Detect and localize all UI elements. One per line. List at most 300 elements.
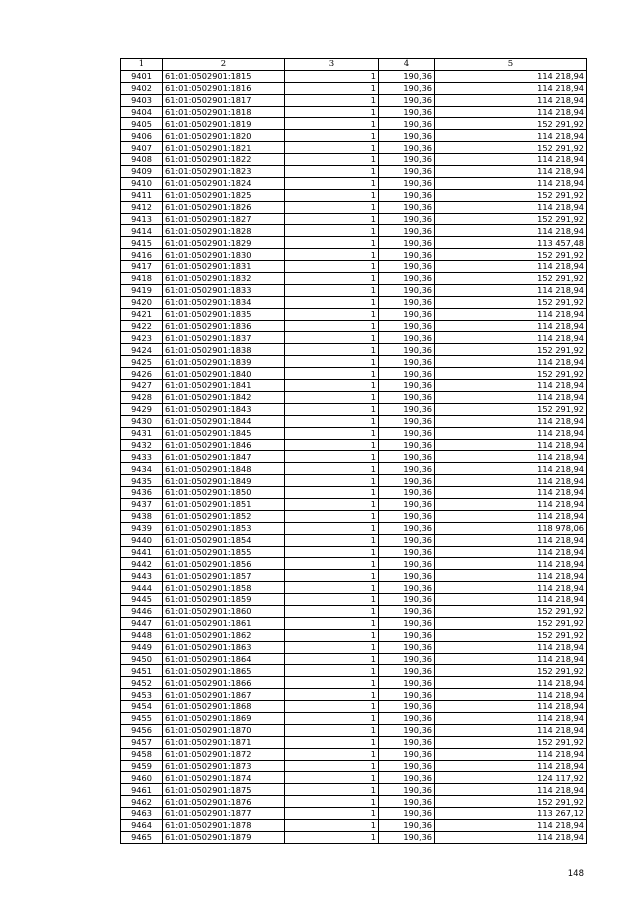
table-row [121, 665, 587, 677]
row-number-cell: 9421 [121, 308, 163, 320]
row-number-cell: 9442 [121, 558, 163, 570]
cadastral-number-cell: 61:01:0502901:1837 [163, 332, 285, 344]
table-row [121, 641, 587, 653]
table-row [121, 308, 587, 320]
row-number-cell: 9408 [121, 154, 163, 166]
area-cell: 190,36 [379, 94, 435, 106]
area-cell: 190,36 [379, 677, 435, 689]
table-row [121, 344, 587, 356]
quantity-cell: 1 [285, 130, 379, 142]
row-number-cell: 9458 [121, 748, 163, 760]
table-row [121, 748, 587, 760]
column-header-2: 2 [163, 59, 285, 71]
value-cell: 152 291,92 [435, 665, 587, 677]
row-number-cell: 9438 [121, 510, 163, 522]
area-cell: 190,36 [379, 475, 435, 487]
table-row [121, 166, 587, 178]
row-number-cell: 9432 [121, 439, 163, 451]
cadastral-number-cell: 61:01:0502901:1843 [163, 403, 285, 415]
cadastral-number-cell: 61:01:0502901:1868 [163, 701, 285, 713]
value-cell: 114 218,94 [435, 534, 587, 546]
cadastral-number-cell: 61:01:0502901:1844 [163, 415, 285, 427]
row-number-cell: 9443 [121, 570, 163, 582]
table-row [121, 736, 587, 748]
row-number-cell: 9463 [121, 808, 163, 820]
value-cell: 114 218,94 [435, 308, 587, 320]
row-number-cell: 9411 [121, 189, 163, 201]
row-number-cell: 9401 [121, 70, 163, 82]
area-cell: 190,36 [379, 522, 435, 534]
area-cell: 190,36 [379, 106, 435, 118]
quantity-cell: 1 [285, 415, 379, 427]
area-cell: 190,36 [379, 724, 435, 736]
row-number-cell: 9420 [121, 296, 163, 308]
area-cell: 190,36 [379, 249, 435, 261]
cadastral-number-cell: 61:01:0502901:1854 [163, 534, 285, 546]
quantity-cell: 1 [285, 808, 379, 820]
cadastral-number-cell: 61:01:0502901:1851 [163, 498, 285, 510]
row-number-cell: 9445 [121, 594, 163, 606]
table-row [121, 463, 587, 475]
table-row [121, 558, 587, 570]
table-row [121, 712, 587, 724]
table-row [121, 689, 587, 701]
area-cell: 190,36 [379, 177, 435, 189]
value-cell: 114 218,94 [435, 166, 587, 178]
area-cell: 190,36 [379, 439, 435, 451]
cadastral-number-cell: 61:01:0502901:1866 [163, 677, 285, 689]
cadastral-number-cell: 61:01:0502901:1822 [163, 154, 285, 166]
area-cell: 190,36 [379, 189, 435, 201]
quantity-cell: 1 [285, 534, 379, 546]
quantity-cell: 1 [285, 380, 379, 392]
value-cell: 152 291,92 [435, 273, 587, 285]
cadastral-number-cell: 61:01:0502901:1816 [163, 82, 285, 94]
column-header-5: 5 [435, 59, 587, 71]
area-cell: 190,36 [379, 70, 435, 82]
cadastral-number-cell: 61:01:0502901:1830 [163, 249, 285, 261]
row-number-cell: 9415 [121, 237, 163, 249]
table-row [121, 70, 587, 82]
cadastral-number-cell: 61:01:0502901:1861 [163, 617, 285, 629]
row-number-cell: 9425 [121, 356, 163, 368]
value-cell: 114 218,94 [435, 427, 587, 439]
table-row [121, 261, 587, 273]
cadastral-number-cell: 61:01:0502901:1856 [163, 558, 285, 570]
area-cell: 190,36 [379, 308, 435, 320]
value-cell: 114 218,94 [435, 201, 587, 213]
value-cell: 114 218,94 [435, 177, 587, 189]
quantity-cell: 1 [285, 368, 379, 380]
row-number-cell: 9456 [121, 724, 163, 736]
quantity-cell: 1 [285, 451, 379, 463]
quantity-cell: 1 [285, 772, 379, 784]
row-number-cell: 9429 [121, 403, 163, 415]
quantity-cell: 1 [285, 487, 379, 499]
table-row [121, 534, 587, 546]
value-cell: 152 291,92 [435, 617, 587, 629]
cadastral-number-cell: 61:01:0502901:1838 [163, 344, 285, 356]
table-row [121, 475, 587, 487]
value-cell: 114 218,94 [435, 653, 587, 665]
row-number-cell: 9423 [121, 332, 163, 344]
quantity-cell: 1 [285, 177, 379, 189]
cadastral-number-cell: 61:01:0502901:1825 [163, 189, 285, 201]
quantity-cell: 1 [285, 736, 379, 748]
table-row [121, 356, 587, 368]
row-number-cell: 9460 [121, 772, 163, 784]
value-cell: 114 218,94 [435, 94, 587, 106]
value-cell: 152 291,92 [435, 142, 587, 154]
column-header-4: 4 [379, 59, 435, 71]
area-cell: 190,36 [379, 237, 435, 249]
table-row [121, 784, 587, 796]
row-number-cell: 9418 [121, 273, 163, 285]
quantity-cell: 1 [285, 653, 379, 665]
cadastral-number-cell: 61:01:0502901:1815 [163, 70, 285, 82]
row-number-cell: 9455 [121, 712, 163, 724]
area-cell: 190,36 [379, 558, 435, 570]
table-row [121, 391, 587, 403]
row-number-cell: 9433 [121, 451, 163, 463]
row-number-cell: 9448 [121, 629, 163, 641]
quantity-cell: 1 [285, 166, 379, 178]
quantity-cell: 1 [285, 701, 379, 713]
row-number-cell: 9427 [121, 380, 163, 392]
cadastral-number-cell: 61:01:0502901:1819 [163, 118, 285, 130]
value-cell: 114 218,94 [435, 677, 587, 689]
cadastral-number-cell: 61:01:0502901:1863 [163, 641, 285, 653]
value-cell: 152 291,92 [435, 249, 587, 261]
table-row [121, 570, 587, 582]
cadastral-number-cell: 61:01:0502901:1827 [163, 213, 285, 225]
area-cell: 190,36 [379, 665, 435, 677]
column-header-1: 1 [121, 59, 163, 71]
area-cell: 190,36 [379, 154, 435, 166]
row-number-cell: 9451 [121, 665, 163, 677]
cadastral-number-cell: 61:01:0502901:1820 [163, 130, 285, 142]
area-cell: 190,36 [379, 605, 435, 617]
table-row [121, 332, 587, 344]
value-cell: 114 218,94 [435, 546, 587, 558]
quantity-cell: 1 [285, 427, 379, 439]
table-row [121, 808, 587, 820]
area-cell: 190,36 [379, 130, 435, 142]
cadastral-number-cell: 61:01:0502901:1852 [163, 510, 285, 522]
row-number-cell: 9402 [121, 82, 163, 94]
value-cell: 114 218,94 [435, 380, 587, 392]
cadastral-number-cell: 61:01:0502901:1848 [163, 463, 285, 475]
row-number-cell: 9413 [121, 213, 163, 225]
quantity-cell: 1 [285, 249, 379, 261]
table-row [121, 130, 587, 142]
cadastral-number-cell: 61:01:0502901:1875 [163, 784, 285, 796]
value-cell: 114 218,94 [435, 558, 587, 570]
value-cell: 114 218,94 [435, 391, 587, 403]
value-cell: 152 291,92 [435, 796, 587, 808]
table-header [121, 59, 587, 71]
value-cell: 114 218,94 [435, 70, 587, 82]
quantity-cell: 1 [285, 522, 379, 534]
area-cell: 190,36 [379, 582, 435, 594]
area-cell: 190,36 [379, 320, 435, 332]
quantity-cell: 1 [285, 273, 379, 285]
row-number-cell: 9436 [121, 487, 163, 499]
header-row [121, 59, 587, 71]
value-cell: 152 291,92 [435, 344, 587, 356]
cadastral-number-cell: 61:01:0502901:1876 [163, 796, 285, 808]
value-cell: 114 218,94 [435, 130, 587, 142]
cadastral-number-cell: 61:01:0502901:1817 [163, 94, 285, 106]
area-cell: 190,36 [379, 261, 435, 273]
table-row [121, 284, 587, 296]
row-number-cell: 9450 [121, 653, 163, 665]
cadastral-number-cell: 61:01:0502901:1821 [163, 142, 285, 154]
table-row [121, 177, 587, 189]
table-row [121, 772, 587, 784]
value-cell: 152 291,92 [435, 629, 587, 641]
row-number-cell: 9457 [121, 736, 163, 748]
area-cell: 190,36 [379, 213, 435, 225]
quantity-cell: 1 [285, 641, 379, 653]
quantity-cell: 1 [285, 820, 379, 832]
value-cell: 114 218,94 [435, 570, 587, 582]
quantity-cell: 1 [285, 558, 379, 570]
cadastral-number-cell: 61:01:0502901:1833 [163, 284, 285, 296]
quantity-cell: 1 [285, 94, 379, 106]
value-cell: 114 218,94 [435, 487, 587, 499]
value-cell: 114 218,94 [435, 463, 587, 475]
area-cell: 190,36 [379, 796, 435, 808]
table-row [121, 249, 587, 261]
table-row [121, 415, 587, 427]
value-cell: 114 218,94 [435, 332, 587, 344]
row-number-cell: 9416 [121, 249, 163, 261]
area-cell: 190,36 [379, 403, 435, 415]
cadastral-number-cell: 61:01:0502901:1818 [163, 106, 285, 118]
row-number-cell: 9462 [121, 796, 163, 808]
quantity-cell: 1 [285, 356, 379, 368]
page-number: 148 [567, 869, 584, 879]
value-cell: 114 218,94 [435, 439, 587, 451]
area-cell: 190,36 [379, 570, 435, 582]
table-row [121, 796, 587, 808]
value-cell: 114 218,94 [435, 784, 587, 796]
quantity-cell: 1 [285, 237, 379, 249]
row-number-cell: 9424 [121, 344, 163, 356]
cadastral-number-cell: 61:01:0502901:1860 [163, 605, 285, 617]
table-body [121, 70, 587, 843]
table-row [121, 831, 587, 843]
quantity-cell: 1 [285, 344, 379, 356]
row-number-cell: 9412 [121, 201, 163, 213]
cadastral-number-cell: 61:01:0502901:1823 [163, 166, 285, 178]
quantity-cell: 1 [285, 677, 379, 689]
row-number-cell: 9454 [121, 701, 163, 713]
row-number-cell: 9441 [121, 546, 163, 558]
area-cell: 190,36 [379, 712, 435, 724]
row-number-cell: 9449 [121, 641, 163, 653]
cadastral-number-cell: 61:01:0502901:1840 [163, 368, 285, 380]
cadastral-number-cell: 61:01:0502901:1873 [163, 760, 285, 772]
quantity-cell: 1 [285, 106, 379, 118]
area-cell: 190,36 [379, 487, 435, 499]
quantity-cell: 1 [285, 570, 379, 582]
table-row [121, 451, 587, 463]
value-cell: 114 218,94 [435, 712, 587, 724]
value-cell: 114 218,94 [435, 582, 587, 594]
value-cell: 114 218,94 [435, 415, 587, 427]
quantity-cell: 1 [285, 142, 379, 154]
table-row [121, 320, 587, 332]
quantity-cell: 1 [285, 391, 379, 403]
quantity-cell: 1 [285, 831, 379, 843]
cadastral-number-cell: 61:01:0502901:1858 [163, 582, 285, 594]
row-number-cell: 9434 [121, 463, 163, 475]
row-number-cell: 9437 [121, 498, 163, 510]
row-number-cell: 9431 [121, 427, 163, 439]
table-row [121, 296, 587, 308]
cadastral-number-cell: 61:01:0502901:1879 [163, 831, 285, 843]
area-cell: 190,36 [379, 368, 435, 380]
table-row [121, 368, 587, 380]
table-row [121, 213, 587, 225]
area-cell: 190,36 [379, 415, 435, 427]
row-number-cell: 9459 [121, 760, 163, 772]
table-row [121, 201, 587, 213]
value-cell: 152 291,92 [435, 189, 587, 201]
row-number-cell: 9419 [121, 284, 163, 296]
table-row [121, 189, 587, 201]
value-cell: 114 218,94 [435, 831, 587, 843]
value-cell: 118 978,06 [435, 522, 587, 534]
area-cell: 190,36 [379, 510, 435, 522]
row-number-cell: 9440 [121, 534, 163, 546]
quantity-cell: 1 [285, 748, 379, 760]
quantity-cell: 1 [285, 712, 379, 724]
area-cell: 190,36 [379, 641, 435, 653]
value-cell: 114 218,94 [435, 498, 587, 510]
table-row [121, 677, 587, 689]
quantity-cell: 1 [285, 296, 379, 308]
area-cell: 190,36 [379, 332, 435, 344]
table-row [121, 498, 587, 510]
cadastral-number-cell: 61:01:0502901:1862 [163, 629, 285, 641]
cadastral-number-cell: 61:01:0502901:1829 [163, 237, 285, 249]
value-cell: 114 218,94 [435, 701, 587, 713]
quantity-cell: 1 [285, 320, 379, 332]
area-cell: 190,36 [379, 344, 435, 356]
cadastral-number-cell: 61:01:0502901:1841 [163, 380, 285, 392]
area-cell: 190,36 [379, 701, 435, 713]
cadastral-number-cell: 61:01:0502901:1874 [163, 772, 285, 784]
table-row [121, 522, 587, 534]
area-cell: 190,36 [379, 225, 435, 237]
row-number-cell: 9446 [121, 605, 163, 617]
value-cell: 113 267,12 [435, 808, 587, 820]
value-cell: 114 218,94 [435, 451, 587, 463]
area-cell: 190,36 [379, 629, 435, 641]
quantity-cell: 1 [285, 213, 379, 225]
cadastral-number-cell: 61:01:0502901:1831 [163, 261, 285, 273]
row-number-cell: 9417 [121, 261, 163, 273]
value-cell: 152 291,92 [435, 118, 587, 130]
quantity-cell: 1 [285, 784, 379, 796]
cadastral-number-cell: 61:01:0502901:1877 [163, 808, 285, 820]
quantity-cell: 1 [285, 510, 379, 522]
area-cell: 190,36 [379, 498, 435, 510]
cadastral-number-cell: 61:01:0502901:1855 [163, 546, 285, 558]
cadastral-number-cell: 61:01:0502901:1867 [163, 689, 285, 701]
area-cell: 190,36 [379, 736, 435, 748]
table-row [121, 629, 587, 641]
table-row [121, 510, 587, 522]
area-cell: 190,36 [379, 772, 435, 784]
area-cell: 190,36 [379, 534, 435, 546]
table-row [121, 582, 587, 594]
value-cell: 124 117,92 [435, 772, 587, 784]
row-number-cell: 9430 [121, 415, 163, 427]
table-row [121, 273, 587, 285]
area-cell: 190,36 [379, 831, 435, 843]
row-number-cell: 9452 [121, 677, 163, 689]
table-row [121, 594, 587, 606]
area-cell: 190,36 [379, 284, 435, 296]
table-row [121, 94, 587, 106]
cadastral-number-cell: 61:01:0502901:1871 [163, 736, 285, 748]
row-number-cell: 9407 [121, 142, 163, 154]
cadastral-number-cell: 61:01:0502901:1826 [163, 201, 285, 213]
area-cell: 190,36 [379, 808, 435, 820]
area-cell: 190,36 [379, 653, 435, 665]
quantity-cell: 1 [285, 629, 379, 641]
cadastral-number-cell: 61:01:0502901:1824 [163, 177, 285, 189]
area-cell: 190,36 [379, 296, 435, 308]
table-row [121, 487, 587, 499]
value-cell: 114 218,94 [435, 320, 587, 332]
quantity-cell: 1 [285, 617, 379, 629]
value-cell: 152 291,92 [435, 368, 587, 380]
value-cell: 152 291,92 [435, 403, 587, 415]
cadastral-number-cell: 61:01:0502901:1870 [163, 724, 285, 736]
value-cell: 114 218,94 [435, 820, 587, 832]
quantity-cell: 1 [285, 463, 379, 475]
table-row [121, 225, 587, 237]
table-row [121, 617, 587, 629]
value-cell: 114 218,94 [435, 356, 587, 368]
value-cell: 114 218,94 [435, 225, 587, 237]
row-number-cell: 9461 [121, 784, 163, 796]
area-cell: 190,36 [379, 748, 435, 760]
area-cell: 190,36 [379, 166, 435, 178]
cadastral-register-table [120, 58, 587, 844]
column-header-3: 3 [285, 59, 379, 71]
cadastral-number-cell: 61:01:0502901:1849 [163, 475, 285, 487]
table-row [121, 820, 587, 832]
table-row [121, 142, 587, 154]
row-number-cell: 9404 [121, 106, 163, 118]
row-number-cell: 9426 [121, 368, 163, 380]
area-cell: 190,36 [379, 463, 435, 475]
table-row [121, 724, 587, 736]
area-cell: 190,36 [379, 356, 435, 368]
table-row [121, 237, 587, 249]
value-cell: 152 291,92 [435, 736, 587, 748]
area-cell: 190,36 [379, 118, 435, 130]
area-cell: 190,36 [379, 451, 435, 463]
quantity-cell: 1 [285, 475, 379, 487]
quantity-cell: 1 [285, 201, 379, 213]
